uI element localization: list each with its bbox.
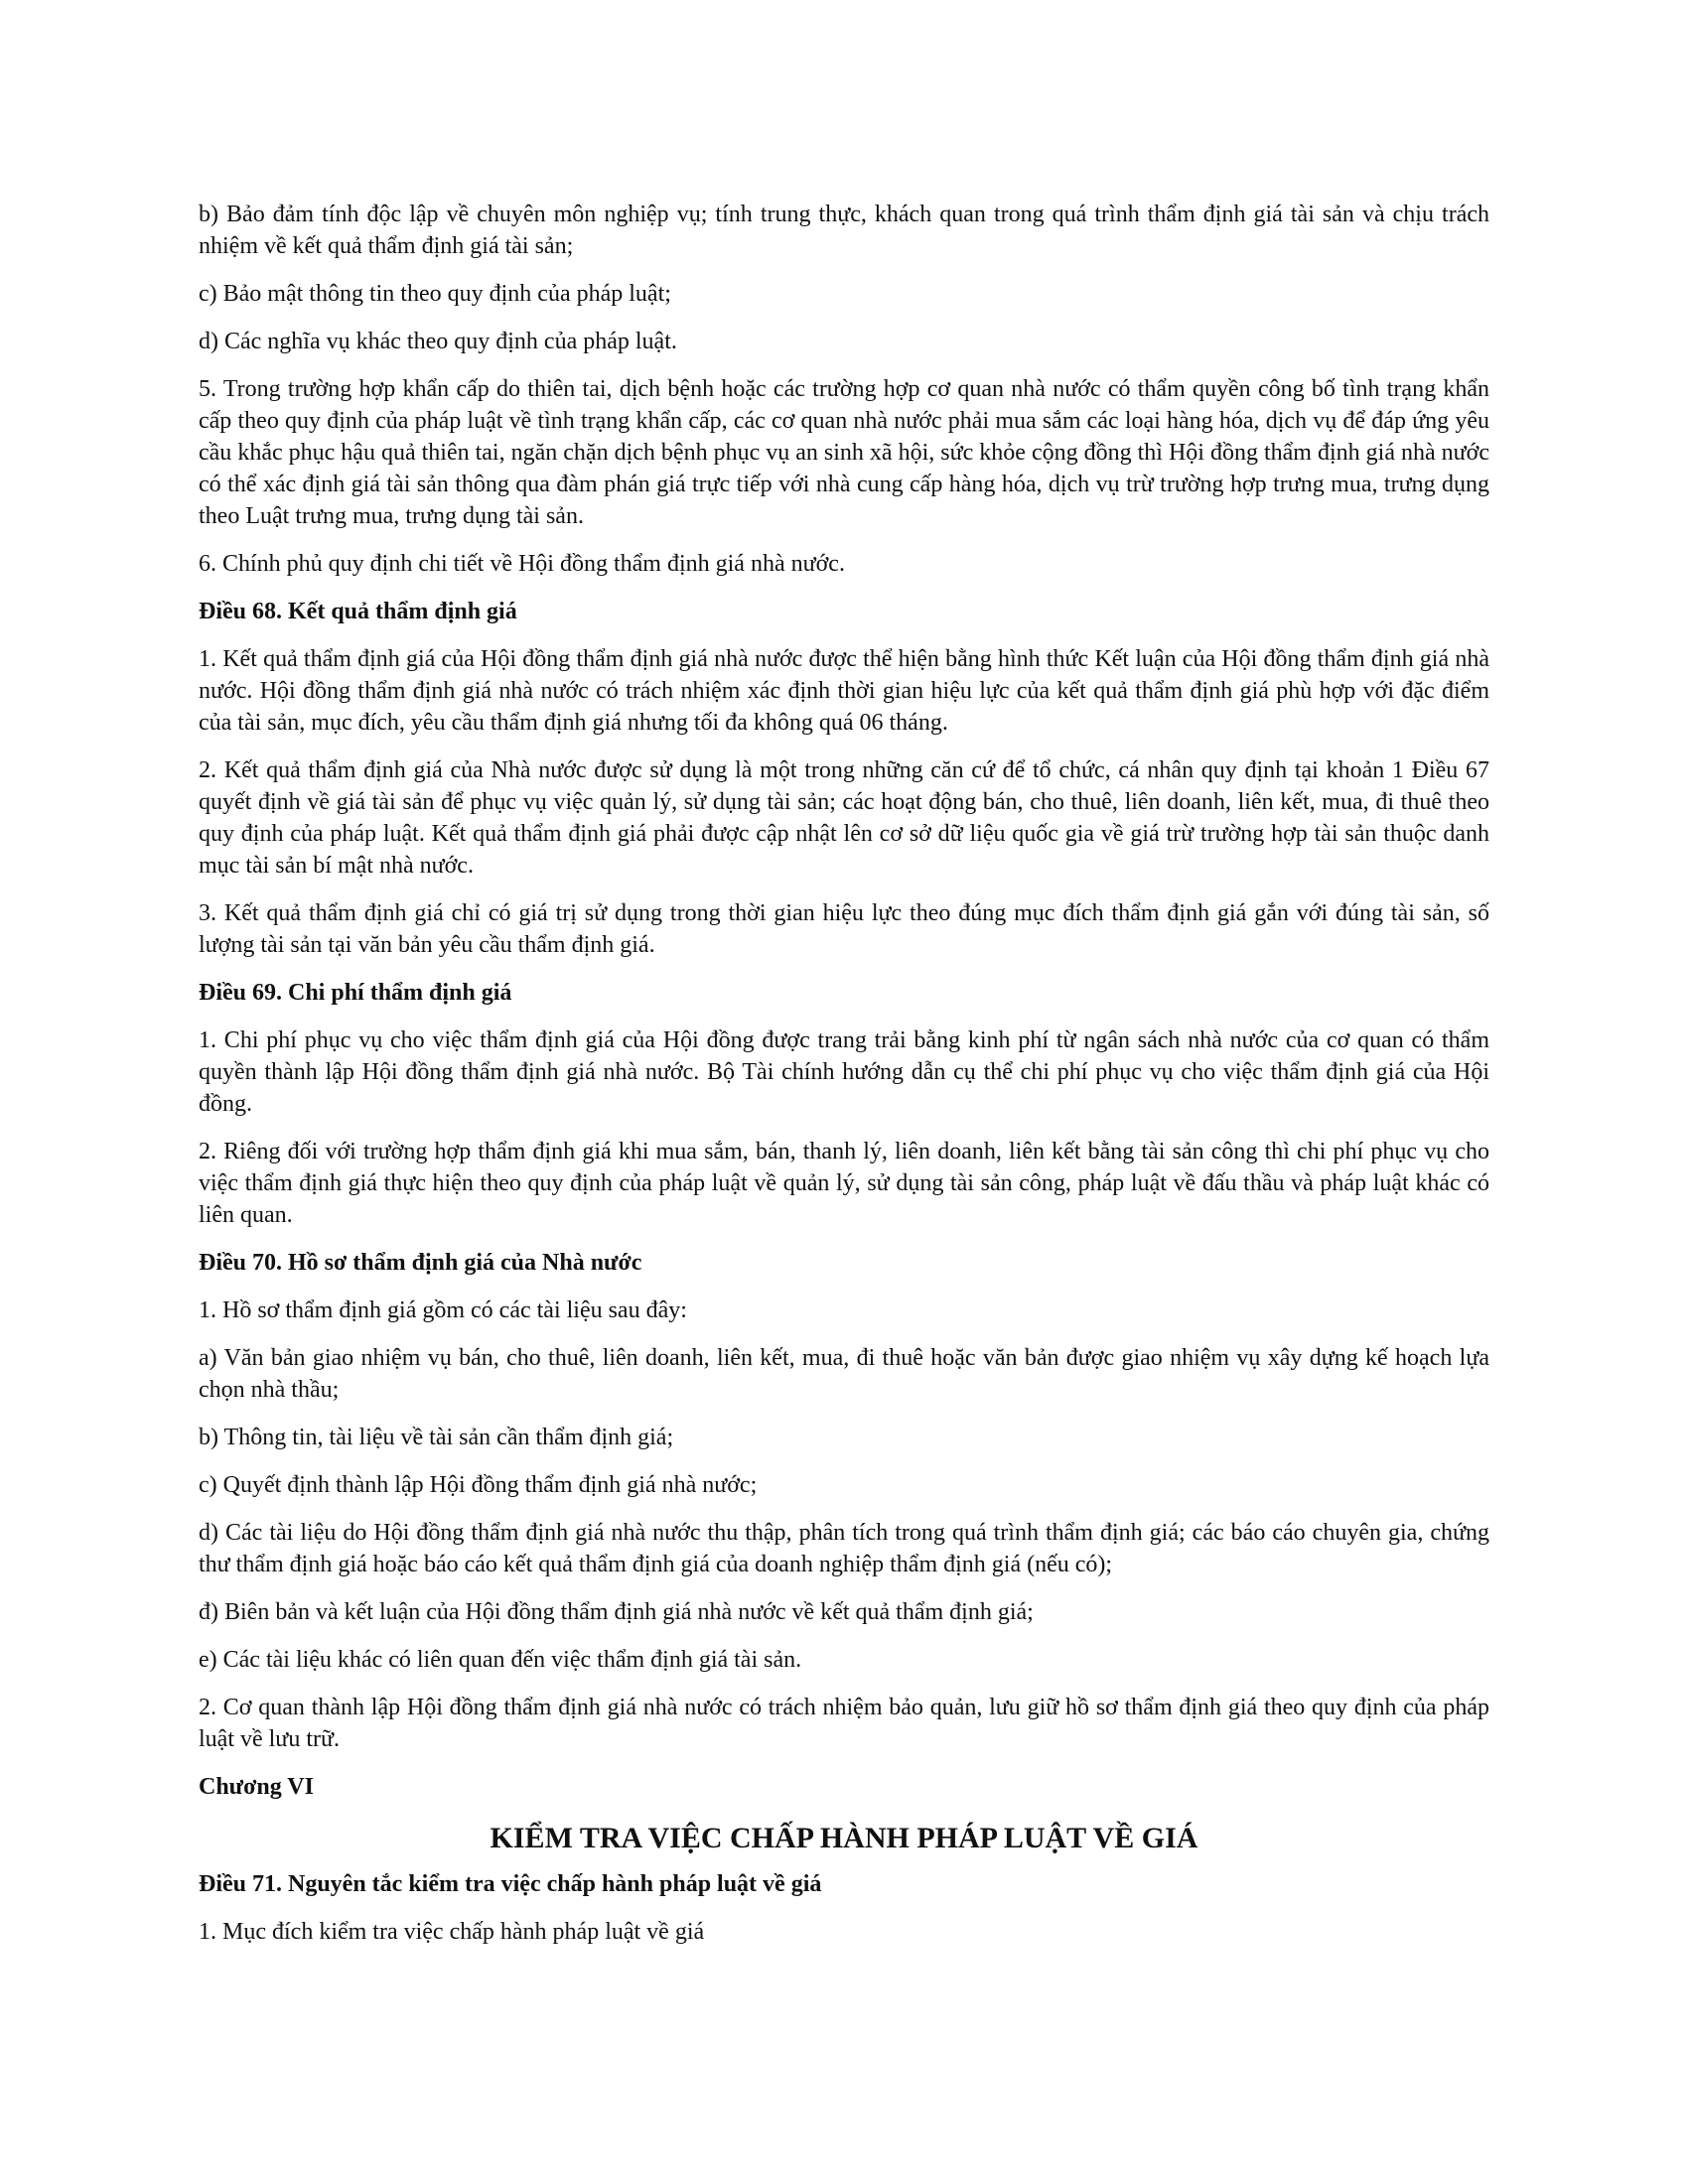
article-71-clause-1: 1. Mục đích kiểm tra việc chấp hành pháp luật về giá bbox=[199, 1919, 705, 1945]
chapter-title: KIỂM TRA VIỆC CHẤP HÀNH PHÁP LUẬT VỀ GIÁ bbox=[490, 1822, 1198, 1854]
article-70-point-d: d) Các tài liệu do Hội đồng thẩm định giá nhà nước thu thập, phân tích trong quá trình thẩm định giá; các báo cáo chuyên gia, chứng thư thẩm định giá hoặc báo cáo kết quả thẩm định giá của doanh nghiệp thẩm định giá (nếu có); bbox=[199, 1520, 1489, 1577]
article-68-heading: Điều 68. Kết quả thẩm định giá bbox=[199, 599, 517, 624]
article-70-clause-2: 2. Cơ quan thành lập Hội đồng thẩm định giá nhà nước có trách nhiệm bảo quản, lưu giữ hồ sơ thẩm định giá theo quy định của pháp luật về lưu trữ. bbox=[199, 1695, 1489, 1752]
document-page bbox=[199, 199, 1489, 1964]
article-69-heading: Điều 69. Chi phí thẩm định giá bbox=[199, 980, 512, 1006]
article-69-clause-1: 1. Chi phí phục vụ cho việc thẩm định giá của Hội đồng được trang trải bằng kinh phí từ ngân sách nhà nước của cơ quan có thẩm quyền thành lập Hội đồng thẩm định giá nhà nước. Bộ Tài chính hướng dẫn cụ thể chi phí phục vụ cho việc thẩm định giá của Hội đồng. bbox=[199, 1027, 1489, 1117]
article-70-point-e: e) Các tài liệu khác có liên quan đến việc thẩm định giá tài sản. bbox=[199, 1647, 802, 1673]
article-68-clause-2: 2. Kết quả thẩm định giá của Nhà nước được sử dụng là một trong những căn cứ để tổ chức, cá nhân quy định tại khoản 1 Điều 67 quyết định về giá tài sản để phục vụ việc quản lý, sử dụng tài sản; các hoạt động bán, cho thuê, liên doanh, liên kết, mua, đi thuê theo quy định của pháp luật. Kết quả thẩm định giá phải được cập nhật lên cơ sở dữ liệu quốc gia về giá trừ trường hợp tài sản thuộc danh mục tài sản bí mật nhà nước. bbox=[199, 757, 1489, 879]
article-68-clause-3: 3. Kết quả thẩm định giá chỉ có giá trị sử dụng trong thời gian hiệu lực theo đúng mục đích thẩm định giá gắn với đúng tài sản, số lượng tài sản tại văn bản yêu cầu thẩm định giá. bbox=[199, 900, 1489, 958]
article-70-heading: Điều 70. Hồ sơ thẩm định giá của Nhà nước bbox=[199, 1250, 642, 1276]
chapter-label: Chương VI bbox=[199, 1774, 314, 1800]
article-70-point-b: b) Thông tin, tài liệu về tài sản cần thẩm định giá; bbox=[199, 1425, 674, 1450]
article-70-point-c: c) Quyết định thành lập Hội đồng thẩm định giá nhà nước; bbox=[199, 1472, 758, 1498]
article-71-heading: Điều 71. Nguyên tắc kiểm tra việc chấp hành pháp luật về giá bbox=[199, 1871, 822, 1897]
paragraph-4c: c) Bảo mật thông tin theo quy định của pháp luật; bbox=[199, 281, 671, 307]
paragraph-5: 5. Trong trường hợp khẩn cấp do thiên tai, dịch bệnh hoặc các trường hợp cơ quan nhà nước có thẩm quyền công bố tình trạng khẩn cấp theo quy định của pháp luật về tình trạng khẩn cấp, các cơ quan nhà nước phải mua sắm các loại hàng hóa, dịch vụ để đáp ứng yêu cầu khắc phục hậu quả thiên tai, ngăn chặn dịch bệnh phục vụ an sinh xã hội, sức khỏe cộng đồng thì Hội đồng thẩm định giá nhà nước có thể xác định giá tài sản thông qua đàm phán giá trực tiếp với nhà cung cấp hàng hóa, dịch vụ trừ trường hợp trưng mua, trưng dụng theo Luật trưng mua, trưng dụng tài sản. bbox=[199, 376, 1489, 529]
article-70-clause-1: 1. Hồ sơ thẩm định giá gồm có các tài liệu sau đây: bbox=[199, 1297, 687, 1323]
article-70-point-dd: đ) Biên bản và kết luận của Hội đồng thẩm định giá nhà nước về kết quả thẩm định giá; bbox=[199, 1599, 1034, 1625]
article-70-point-a: a) Văn bản giao nhiệm vụ bán, cho thuê, liên doanh, liên kết, mua, đi thuê hoặc văn bản được giao nhiệm vụ xây dựng kế hoạch lựa chọn nhà thầu; bbox=[199, 1345, 1489, 1403]
paragraph-4d: d) Các nghĩa vụ khác theo quy định của pháp luật. bbox=[199, 329, 677, 354]
paragraph-4b: b) Bảo đảm tính độc lập về chuyên môn nghiệp vụ; tính trung thực, khách quan trong quá trình thẩm định giá tài sản và chịu trách nhiệm về kết quả thẩm định giá tài sản; bbox=[199, 202, 1489, 259]
article-69-clause-2: 2. Riêng đối với trường hợp thẩm định giá khi mua sắm, bán, thanh lý, liên doanh, liên kết bằng tài sản công thì chi phí phục vụ cho việc thẩm định giá thực hiện theo quy định của pháp luật về quản lý, sử dụng tài sản công, pháp luật về đấu thầu và pháp luật khác có liên quan. bbox=[199, 1139, 1489, 1228]
article-68-clause-1: 1. Kết quả thẩm định giá của Hội đồng thẩm định giá nhà nước được thể hiện bằng hình thức Kết luận của Hội đồng thẩm định giá nhà nước. Hội đồng thẩm định giá nhà nước có trách nhiệm xác định thời gian hiệu lực của kết quả thẩm định giá phù hợp với đặc điểm của tài sản, mục đích, yêu cầu thẩm định giá nhưng tối đa không quá 06 tháng. bbox=[199, 646, 1489, 736]
paragraph-6: 6. Chính phủ quy định chi tiết về Hội đồng thẩm định giá nhà nước. bbox=[199, 551, 845, 577]
